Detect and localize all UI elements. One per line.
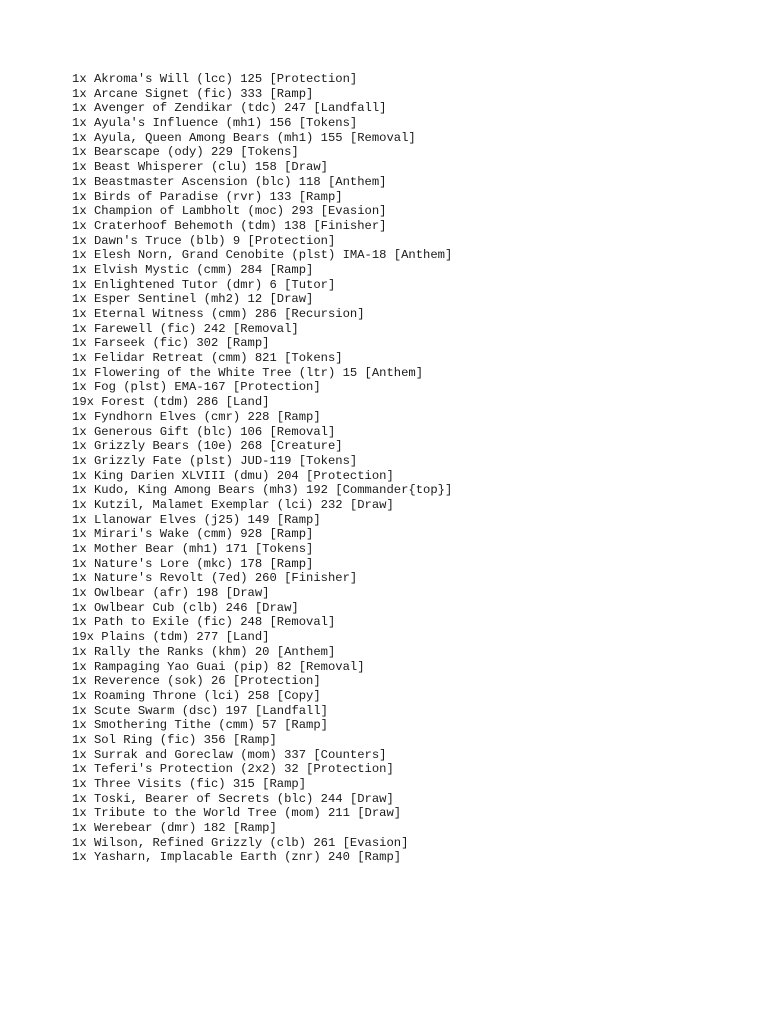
decklist-line: 1x Nature's Lore (mkc) 178 [Ramp]	[72, 556, 314, 571]
decklist-line: 1x Birds of Paradise (rvr) 133 [Ramp]	[72, 189, 343, 204]
decklist-line: 1x Wilson, Refined Grizzly (clb) 261 [Evasion]	[72, 835, 409, 850]
decklist-line: 1x Esper Sentinel (mh2) 12 [Draw]	[72, 292, 314, 307]
decklist-line: 1x Farewell (fic) 242 [Removal]	[72, 321, 299, 336]
decklist-line: 1x Reverence (sok) 26 [Protection]	[72, 674, 321, 689]
decklist-line: 1x Beastmaster Ascension (blc) 118 [Anthem]	[72, 174, 387, 189]
decklist-line: 1x Dawn's Truce (blb) 9 [Protection]	[72, 233, 336, 248]
decklist-line: 1x Rally the Ranks (khm) 20 [Anthem]	[72, 644, 336, 659]
decklist-line: 1x Arcane Signet (fic) 333 [Ramp]	[72, 86, 314, 101]
decklist-line: 1x Yasharn, Implacable Earth (znr) 240 [Ramp]	[72, 850, 402, 865]
decklist-line: 1x Ayula's Influence (mh1) 156 [Tokens]	[72, 116, 358, 131]
decklist-line: 1x Llanowar Elves (j25) 149 [Ramp]	[72, 512, 321, 527]
decklist-line: 1x Elesh Norn, Grand Cenobite (plst) IMA-18 [Anthem]	[72, 248, 453, 263]
decklist-line: 19x Forest (tdm) 286 [Land]	[72, 395, 270, 410]
decklist-line: 1x Path to Exile (fic) 248 [Removal]	[72, 615, 336, 630]
decklist-line: 1x Owlbear (afr) 198 [Draw]	[72, 586, 270, 601]
decklist-line: 19x Plains (tdm) 277 [Land]	[72, 630, 270, 645]
decklist-line: 1x Flowering of the White Tree (ltr) 15 [Anthem]	[72, 365, 424, 380]
decklist-line: 1x King Darien XLVIII (dmu) 204 [Protection]	[72, 468, 394, 483]
decklist-line: 1x Craterhoof Behemoth (tdm) 138 [Finisher]	[72, 218, 387, 233]
decklist-line: 1x Grizzly Bears (10e) 268 [Creature]	[72, 439, 343, 454]
decklist-line: 1x Mother Bear (mh1) 171 [Tokens]	[72, 542, 314, 556]
decklist-line: 1x Toski, Bearer of Secrets (blc) 244 [Draw]	[72, 791, 394, 806]
decklist-line: 1x Felidar Retreat (cmm) 821 [Tokens]	[72, 351, 343, 366]
decklist-line: 1x Roaming Throne (lci) 258 [Copy]	[72, 688, 321, 703]
decklist-line: 1x Werebear (dmr) 182 [Ramp]	[72, 821, 277, 836]
decklist-line: 1x Sol Ring (fic) 356 [Ramp]	[72, 732, 277, 747]
decklist-line: 1x Kutzil, Malamet Exemplar (lci) 232 [Draw]	[72, 497, 394, 512]
decklist-line: 1x Owlbear Cub (clb) 246 [Draw]	[72, 600, 299, 615]
decklist-line: 1x Kudo, King Among Bears (mh3) 192 [Commander{top}]	[72, 483, 453, 498]
decklist-line: 1x Fog (plst) EMA-167 [Protection]	[72, 380, 321, 395]
decklist-line: 1x Teferi's Protection (2x2) 32 [Protection]	[72, 762, 394, 777]
decklist-line: 1x Smothering Tithe (cmm) 57 [Ramp]	[72, 718, 328, 733]
decklist-line: 1x Champion of Lambholt (moc) 293 [Evasion]	[72, 204, 387, 219]
decklist-line: 1x Nature's Revolt (7ed) 260 [Finisher]	[72, 571, 358, 586]
decklist	[72, 72, 452, 865]
decklist-line: 1x Avenger of Zendikar (tdc) 247 [Landfall]	[72, 101, 387, 116]
decklist-line: 1x Tribute to the World Tree (mom) 211 [Draw]	[72, 806, 402, 821]
decklist-line: 1x Generous Gift (blc) 106 [Removal]	[72, 424, 336, 439]
decklist-line: 1x Ayula, Queen Among Bears (mh1) 155 [Removal]	[72, 130, 416, 145]
decklist-line: 1x Farseek (fic) 302 [Ramp]	[72, 336, 270, 351]
decklist-line: 1x Scute Swarm (dsc) 197 [Landfall]	[72, 703, 328, 718]
decklist-line: 1x Rampaging Yao Guai (pip) 82 [Removal]	[72, 659, 365, 674]
decklist-line: 1x Enlightened Tutor (dmr) 6 [Tutor]	[72, 277, 336, 292]
decklist-line: 1x Akroma's Will (lcc) 125 [Protection]	[72, 72, 358, 86]
decklist-line: 1x Beast Whisperer (clu) 158 [Draw]	[72, 160, 328, 175]
decklist-line: 1x Three Visits (fic) 315 [Ramp]	[72, 777, 307, 791]
decklist-line: 1x Bearscape (ody) 229 [Tokens]	[72, 145, 299, 160]
decklist-line: 1x Surrak and Goreclaw (mom) 337 [Counters]	[72, 747, 387, 762]
decklist-line: 1x Fyndhorn Elves (cmr) 228 [Ramp]	[72, 409, 321, 424]
decklist-line: 1x Grizzly Fate (plst) JUD-119 [Tokens]	[72, 453, 358, 468]
decklist-line: 1x Mirari's Wake (cmm) 928 [Ramp]	[72, 527, 314, 542]
decklist-line: 1x Elvish Mystic (cmm) 284 [Ramp]	[72, 262, 314, 277]
decklist-line: 1x Eternal Witness (cmm) 286 [Recursion]	[72, 307, 365, 321]
